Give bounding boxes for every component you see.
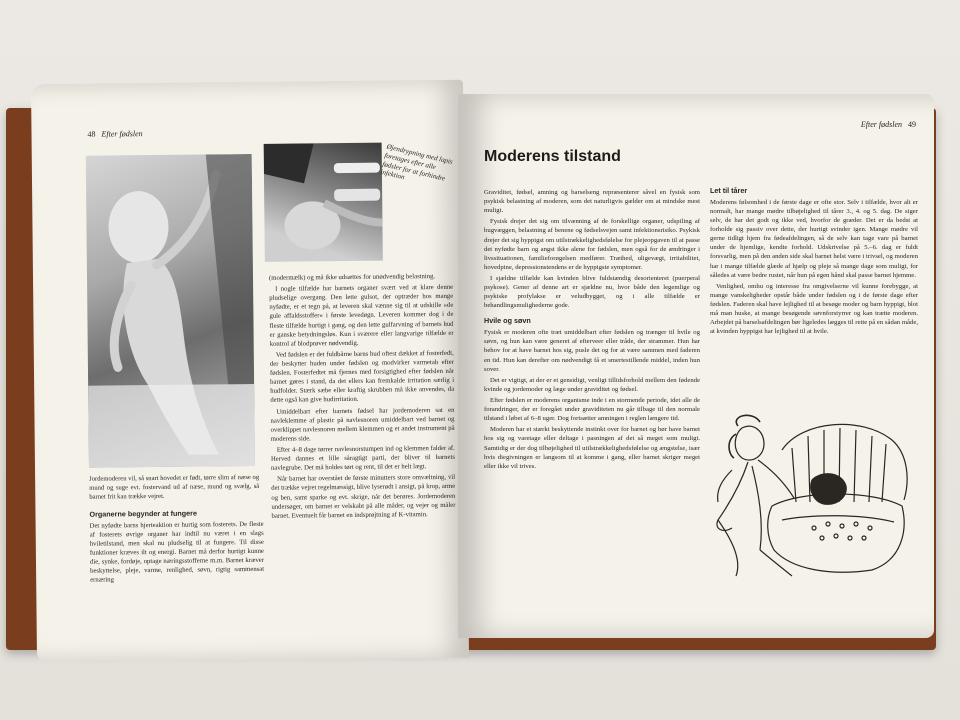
paragraph: Det er vigtigt, at der er et gensidigt, venligt tillidsforhold mellem den fødende kvinde og jordemoder og læge under graviditet og fødsel. <box>484 376 700 393</box>
paragraph: Moderens følsomhed i de første dage er ofte stor. Selv i tilfælde, hvor alt er normalt, har mange mødre tilbøjelighed til tårer 3., 4. og 5. dag. De siger selv, de har det godt og ikke ved, hvorfor de græder. Det er da bedst at forholde sig passiv over dette, der hurtigt svinder igen. Mange mødre vil gerne tidligt hjem fra fødeafdelingen, så de selv kan tage vare på barnet under de hjemlige, kendte forhold. Udskrivelse på 5.–6. dag er fuldt forsvarlig, men på den anden side skal barnet helst være i trivsel, og moderen har i mange tilfælde glæde af hjælp og pleje så mange dage som muligt, for således at være bedre rustet, når hun på egen hånd skal passe barnet hjemme. <box>710 198 918 279</box>
main-photo-caption: Jordemoderen vil, så snart hovedet er født, tørre slim af næse og mund og suge evt. fostervand ud af næse, mund og svælg, så barnet frit kan trække vejret. <box>89 473 260 501</box>
left-column-b <box>269 272 456 523</box>
right-column-a <box>484 188 700 473</box>
paragraph: Fysisk drejer det sig om tilvænning af de forskellige organer, udspiling af bugvæggen, belastning af benene og fødselsvejen samt infektionsrisiko. Psykisk drejer det sig hyppigst om utilstrækkelighedsfølelse for plejeopgaven til at passe det nyfødte barn og angst ikke alene for fødslen, men også for de ændringer i livssituationen, familieforøgelsen medfører. Træthed, uligevægt, irritabilitet, hovedpine, depressionstendens er de hyppigste symptomer. <box>484 218 700 271</box>
paragraph: Graviditet, fødsel, amning og barselseng repræsenterer såvel en fysisk som psykisk belastning af moderen, som det naturligvis gælder om at mindske mest muligt. <box>484 189 700 215</box>
paragraph: Umiddelbart efter barnets fødsel har jordemoderen sat en navleklemme af plastic på navlesnoren umiddelbart ved barnet og overklippet navlesnoren mellem klemmen og et andet instrument på moderens side. <box>270 406 455 443</box>
right-page-number: 49 <box>908 120 916 129</box>
paragraph: Venlighed, omhu og interesse fra omgivelserne vil kunne forebygge, at mange vanskeligheder opstår både under fødslen og i de første dage efter fødslen. Faderen skal have lejlighed til at besøge moder og barn hyppigt, blot må man huske, at mange besøgende søvnforstyrrer og kan trætte moderen. Arbejdet på barselsafdelingen bør ligeledes lægges til rette på en sådan måde, at kvinden hyppigst har lejlighed til at hvile. <box>710 282 918 336</box>
section-heading-rest: Hvile og søvn <box>484 316 531 326</box>
paragraph: I nogle tilfælde har barnets organer svært ved at klare denne pludselige overgang. Den lette gulsot, der optræder hos mange nyfødte, er et tegn på, at leveren skal vænne sig til at udskille »de gule affaldsstoffer« i første levedøgn. Leveren kommer dog i de fleste tilfælde hurtigt i gang, og den lette gulfarvning af barnets hud er ganske betydningsløs. Kun i sværere eller langvarige tilfælde er kontrol af blodprøver nødvendig. <box>269 283 454 348</box>
section-heading-tears: Let til tårer <box>710 186 748 195</box>
paragraph: Fysisk er moderen ofte træt umiddelbart efter fødslen og trænger til hvile og søvn, og hun kan være generet af efterveer eller tråde, der strammer. Hun har behov for at have barnet hos sig, pusle det og for at være sammen med faderen en tid. Hun kan derefter om nødvendigt få et smertestillende middel, inden hun sover. <box>484 329 700 373</box>
paragraph: I sjældne tilfælde kan kvinden blive fuldstændig desorienteret (puerperal psykose). Gener af denne art er sjældne nu, hvor både den legemlige og psykiske profylakse er veludbygget, og i alle tilfælde er behandlingsmulighederne gode. <box>484 274 700 310</box>
paragraph: Det nyfødte barns hjerteaktion er hurtig som fosterets. De fleste af fosterets øvrige organer har indtil nu været i en slags hviletilstand, men skal nu pludselig til at fungere. Til disse funktioner kræves ilt og energi. Barnet må derfor hurtigt kunne die, synke, fordøje, optage næringsstofferne m.m. Barnet kræver beskyttelse, pleje, varme, renlighed, søvn, rigtig sammensat ernæring <box>89 520 265 585</box>
paragraph: Når barnet har overstået de første minutters store omvæltning, vil det trække vejret regelmæssigt, blive lyserødt i ansigt, på krop, arme og ben, samt sparke og evt. skrige, når det berøres. Jordemoderen undersøger, om barnet er velskabt på alle måder, og vejer og måler barnet. Eventuelt får barnet en indsprøjtning af K-vitamin. <box>271 474 456 520</box>
paragraph: Efter 4–8 dage tørrer navlesnorstumpen ind og klemmen falder af. Herved dannes et lille såragtigt parti, der bliver til barnets navlegrube. Det må holdes tørt og rent, til det er helt lægt. <box>270 444 455 472</box>
left-column-a <box>89 502 264 587</box>
paragraph: Ved fødslen er det fuldbårne barns hud oftest dækket af fosterfedt, der beskytter huden under fødslen og modvirker varmetab efter fødslen. Fosterfedtet må fjernes med forsigtighed efter fødslen når barnet gøres i stand, da det ellers kan fremkalde irritation særlig i hudfolder. Stærk sæbe eller kraftig skrubben må ikke anvendes, da dette også kan give hudirritation. <box>269 349 455 405</box>
eye-drops-photo <box>264 143 383 262</box>
mother-cradle-illustration <box>712 410 912 578</box>
paragraph: (modermælk) og må ikke udsættes for unødvendig belastning. <box>268 273 436 282</box>
paragraph: Efter fødslen er moderens organisme inde i en stormende periode, idet alle de forandringer, der er foregået under graviditeten nu går tilbage til den normale tilstand i løbet af 6–8 uger. Dog fortsætter amningen i reglen længere tid. <box>484 396 700 423</box>
left-page <box>31 80 469 662</box>
left-running-title: Efter fødslen <box>101 129 143 139</box>
page-title: Moderens tilstand <box>484 148 621 165</box>
left-page-number: 48 <box>87 129 96 139</box>
paragraph: Moderen har et stærkt beskyttende instinkt over for barnet og bør have barnet hos sig og varetage eller deltage i pasningen af det så meget som muligt. Samtidig er der dog tilbøjelighed til utilstrækkelighedsfølelse og ængstelse, især hvis diegivningen er langsom til at komme i gang, eller barnet skriger meget eller ikke vil trives. <box>484 426 700 470</box>
section-heading-organs: Organerne begynder at fungere <box>89 508 197 519</box>
small-photo-caption: Øjendrypning med lapis foretages efter alle fødsler for at forhindre infektion <box>379 142 454 183</box>
right-page <box>458 94 934 638</box>
right-running-title: Efter fødslen <box>860 120 902 129</box>
newborn-photo <box>86 154 255 468</box>
right-running-head <box>861 120 916 129</box>
right-column-b <box>710 186 918 338</box>
left-running-head <box>87 129 142 139</box>
